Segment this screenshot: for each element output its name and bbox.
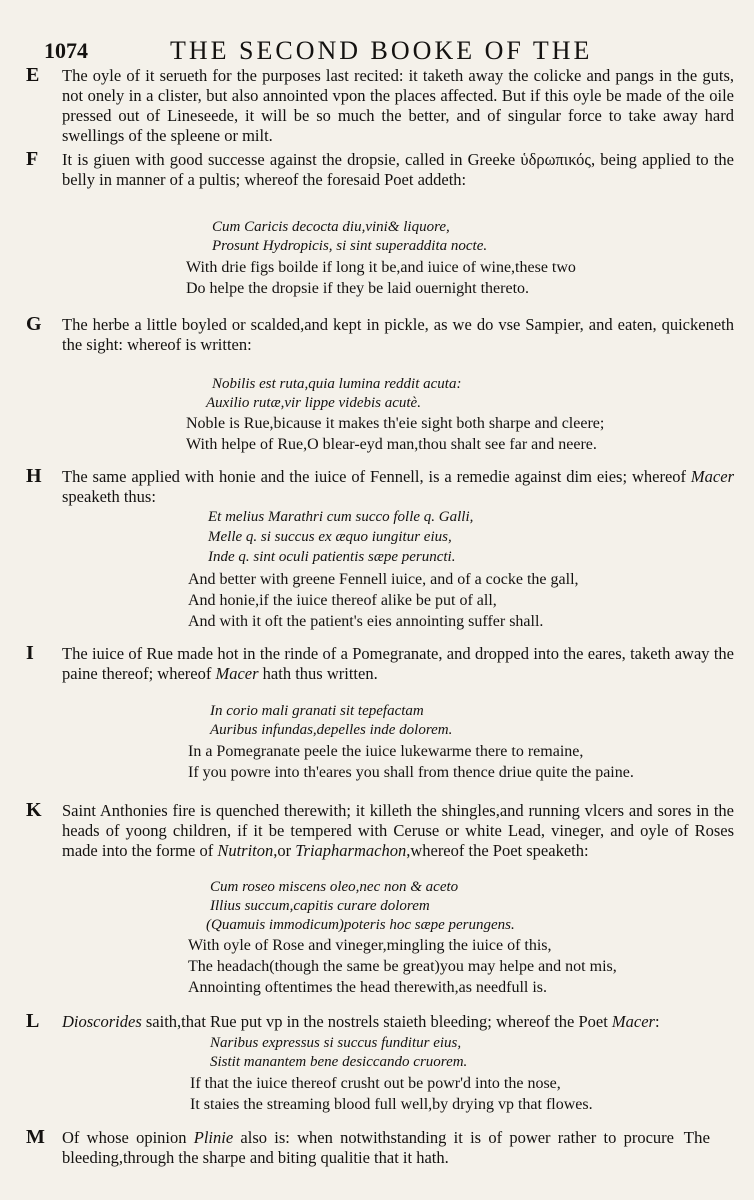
running-title: THE SECOND BOOKE OF THE bbox=[170, 36, 593, 65]
margin-letter-i: I bbox=[26, 642, 34, 664]
latin-verse-line: (Quamuis immodicum)poteris hoc sæpe perungens. bbox=[206, 917, 515, 933]
english-verse-line: If you powre into th'eares you shall from thence driue quite the paine. bbox=[188, 764, 634, 781]
paragraph-i: The iuice of Rue made hot in the rinde of a Pomegranate, and dropped into the eares, taketh away the paine thereof; whereof Macer hath thus written. bbox=[62, 644, 734, 683]
latin-verse-line: Illius succum,capitis curare dolorem bbox=[210, 898, 430, 914]
margin-letter-l: L bbox=[26, 1010, 40, 1032]
english-verse-line: In a Pomegranate peele the iuice lukewarme there to remaine, bbox=[188, 743, 584, 760]
author-name: Macer bbox=[690, 467, 734, 486]
english-verse-line: The headach(though the same be great)you may helpe and not mis, bbox=[188, 958, 617, 975]
paragraph-h: The same applied with honie and the iuice of Fennell, is a remedie against dim eies; whereof Macer speaketh thus: bbox=[62, 467, 734, 506]
paragraph-f: It is giuen with good successe against the dropsie, called in Greeke ὑδρωπικός, being applied to the belly in manner of a pultis; whereof the foresaid Poet addeth: bbox=[62, 150, 734, 189]
page-number: 1074 bbox=[44, 38, 88, 63]
margin-letter-m: M bbox=[26, 1126, 45, 1148]
english-verse-line: It staies the streaming blood full well,by drying vp that flowes. bbox=[190, 1096, 593, 1113]
latin-verse-line: Auribus infundas,depelles inde dolorem. bbox=[210, 722, 453, 738]
margin-letter-e: E bbox=[26, 64, 40, 86]
paragraph-k: Saint Anthonies fire is quenched therewith; it killeth the shingles,and running vlcers and sores in the heads of yoong children, if it be tempered with Ceruse or white Lead, vineger, and oyle of Roses made into the forme of Nutriton,or Triapharmachon,whereof the Poet speaketh: bbox=[62, 801, 734, 860]
margin-letter-f: F bbox=[26, 148, 39, 170]
english-verse-line: With oyle of Rose and vineger,mingling the iuice of this, bbox=[188, 937, 552, 954]
english-verse-line: With helpe of Rue,O blear-eyd man,thou shalt see far and neere. bbox=[186, 436, 597, 453]
latin-verse-line: Cum roseo miscens oleo,nec non & aceto bbox=[210, 879, 459, 895]
latin-verse-line: Nobilis est ruta,quia lumina reddit acuta: bbox=[212, 376, 462, 392]
latin-verse-line: Inde q. sint oculi patientis sæpe peruncti. bbox=[208, 549, 456, 565]
latin-verse-line: Sistit manantem bene desiccando cruorem. bbox=[210, 1054, 468, 1070]
latin-verse-line: Et melius Marathri cum succo folle q. Galli, bbox=[208, 509, 474, 525]
margin-letter-h: H bbox=[26, 465, 42, 487]
remedy-name: Nutriton bbox=[217, 841, 274, 860]
catchword: The bbox=[683, 1128, 710, 1147]
english-verse-line: Do helpe the dropsie if they be laid ouernight thereto. bbox=[186, 280, 530, 297]
english-verse-line: And honie,if the iuice thereof alike be put of all, bbox=[188, 592, 497, 609]
latin-verse-line: Auxilio rutæ,vir lippe videbis acutè. bbox=[206, 395, 421, 411]
english-verse-line: With drie figs boilde if long it be,and iuice of wine,these two bbox=[186, 259, 576, 276]
latin-verse-line: Cum Caricis decocta diu,vini& liquore, bbox=[212, 219, 450, 235]
remedy-name: Triapharmachon bbox=[295, 841, 407, 860]
latin-verse-line: Prosunt Hydropicis, si sint superaddita nocte. bbox=[212, 238, 488, 254]
author-name: Plinie bbox=[193, 1128, 234, 1147]
paragraph-l: Dioscorides saith,that Rue put vp in the nostrels staieth bleeding; whereof the Poet Macer: bbox=[62, 1012, 660, 1031]
latin-verse-line: Melle q. si succus ex æquo iungitur eius, bbox=[208, 529, 452, 545]
paragraph-e: The oyle of it serueth for the purposes last recited: it taketh away the colicke and pangs in the guts, not onely in a clister, but also annointed vpon the places affected. But if this oyle be made of the oile pressed out of Lineseede, it will be so much the better, and of singular force to take away hard swellings of the spleene or milt. bbox=[62, 66, 734, 145]
english-verse-line: And with it oft the patient's eies annointing suffer shall. bbox=[188, 613, 544, 630]
paragraph-m: Of whose opinion Plinie also is: when notwithstanding it is of power rather to procure bleeding,through the sharpe and biting qualitie that it hath. bbox=[62, 1128, 674, 1167]
latin-verse-line: In corio mali granati sit tepefactam bbox=[210, 703, 424, 719]
english-verse-line: Annointing oftentimes the head therewith,as needfull is. bbox=[188, 979, 548, 996]
author-name: Dioscorides bbox=[62, 1012, 142, 1031]
english-verse-line: If that the iuice thereof crusht out be powr'd into the nose, bbox=[190, 1075, 561, 1092]
english-verse-line: And better with greene Fennell iuice, and of a cocke the gall, bbox=[188, 571, 579, 588]
author-name: Macer bbox=[215, 664, 259, 683]
paragraph-g: The herbe a little boyled or scalded,and kept in pickle, as we do vse Sampier, and eaten, quickeneth the sight: whereof is written: bbox=[62, 315, 734, 354]
margin-letter-k: K bbox=[26, 799, 42, 821]
latin-verse-line: Naribus expressus si succus funditur eius, bbox=[210, 1035, 462, 1051]
author-name: Macer bbox=[611, 1012, 655, 1031]
english-verse-line: Noble is Rue,bicause it makes th'eie sight both sharpe and cleere; bbox=[186, 415, 605, 432]
margin-letter-g: G bbox=[26, 313, 42, 335]
